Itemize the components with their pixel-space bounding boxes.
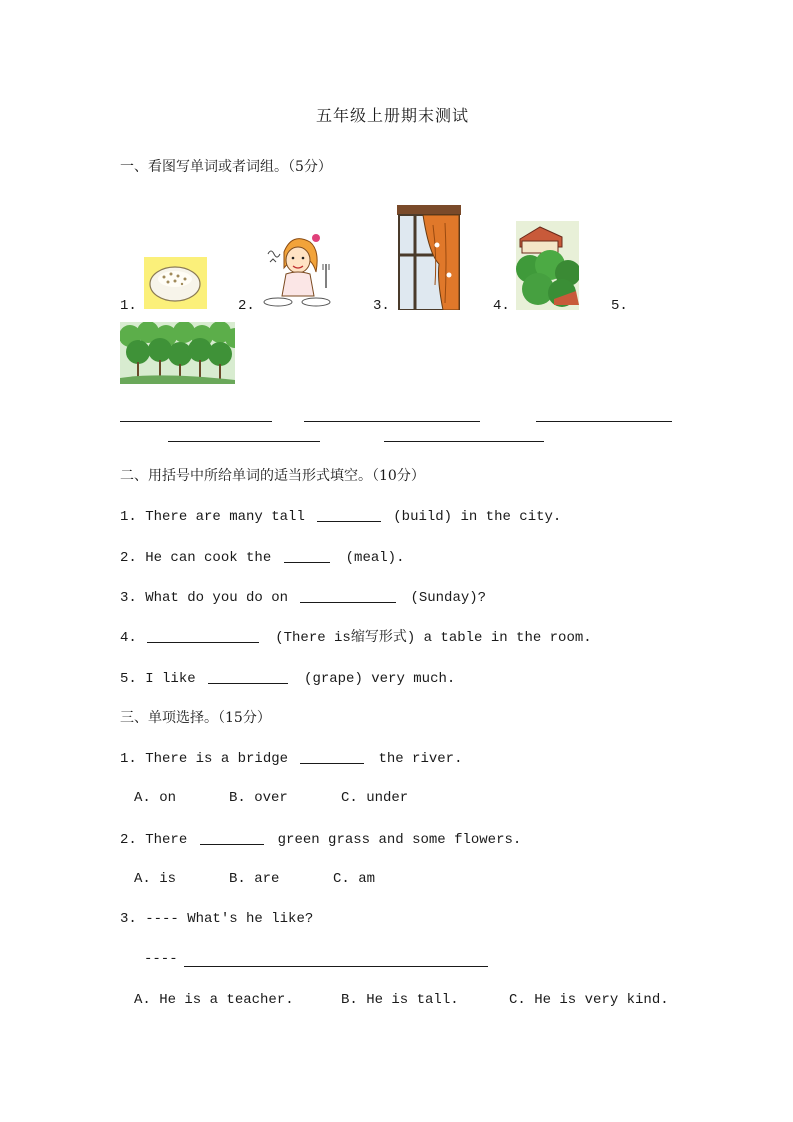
question-number: 3. (120, 911, 137, 927)
fill-question-4 (120, 628, 592, 647)
answer-line-3[interactable] (536, 421, 672, 422)
blank[interactable] (284, 548, 330, 563)
option-2a[interactable]: A. is (134, 871, 177, 887)
question-number: 3. (120, 590, 137, 606)
question-text-before: There (145, 832, 188, 848)
question-text-after: the river. (378, 751, 463, 767)
option-1a[interactable]: A. on (134, 790, 177, 806)
blank[interactable] (300, 588, 396, 603)
question-number: 1. (120, 751, 137, 767)
option-3b[interactable]: B. He is tall. (341, 992, 459, 1008)
choice-question-3 (120, 910, 313, 928)
answer-prefix: ---- (144, 951, 178, 967)
question-text-before: ---- What's he like? (145, 911, 314, 927)
question-text-after: (meal). (345, 550, 405, 566)
choice-question-1 (120, 749, 462, 768)
option-2b[interactable]: B. are (229, 871, 280, 887)
fill-question-1 (120, 507, 561, 526)
section-1-heading: 一、看图写单词或者词组。（5分） (120, 159, 332, 175)
question-text-before: There are many tall (145, 509, 305, 525)
picture-item-5-number: 5. (611, 298, 628, 314)
blank[interactable] (200, 830, 264, 845)
forest-picture (120, 322, 235, 384)
question-text-before: There is a bridge (145, 751, 289, 767)
answer-line-2[interactable] (304, 421, 480, 422)
option-2c[interactable]: C. am (333, 871, 376, 887)
page-title: 五年级上册期末测试 (316, 106, 470, 125)
blank[interactable] (317, 507, 381, 522)
choice-question-2 (120, 830, 521, 849)
question-text-after: (There is缩写形式) a table in the room. (275, 630, 592, 646)
question-text-before: What do you do on (145, 590, 289, 606)
picture-item-4-number: 4. (493, 298, 510, 314)
blank[interactable] (208, 669, 288, 684)
option-3a[interactable]: A. He is a teacher. (134, 992, 294, 1008)
question-text-after: (Sunday)? (410, 590, 487, 606)
question-number: 1. (120, 509, 137, 525)
question-number: 4. (120, 630, 137, 646)
option-1b[interactable]: B. over (229, 790, 288, 806)
window-curtain-picture (397, 205, 461, 310)
fill-question-2 (120, 548, 404, 567)
answer-line-1[interactable] (120, 421, 272, 422)
fill-question-3 (120, 588, 486, 607)
option-1c[interactable]: C. under (341, 790, 409, 806)
picture-item-2-number: 2. (238, 298, 255, 314)
section-3-heading: 三、单项选择。（15分） (120, 710, 271, 726)
question-number: 2. (120, 832, 137, 848)
girl-eating-picture (260, 230, 342, 312)
question-text-before: I like (145, 671, 196, 687)
answer-line-choice-3[interactable] (184, 966, 488, 967)
picture-item-1-number: 1. (120, 298, 137, 314)
question-text-before: He can cook the (145, 550, 272, 566)
question-number: 5. (120, 671, 137, 687)
question-text-after: (grape) very much. (304, 671, 456, 687)
option-3c[interactable]: C. He is very kind. (509, 992, 669, 1008)
question-text-after: (build) in the city. (393, 509, 562, 525)
bread-picture (144, 257, 207, 309)
fill-question-5 (120, 669, 455, 688)
house-behind-trees-picture (516, 221, 579, 310)
picture-item-3-number: 3. (373, 298, 390, 314)
question-number: 2. (120, 550, 137, 566)
blank[interactable] (300, 749, 364, 764)
answer-line-5[interactable] (384, 441, 544, 442)
question-text-after: green grass and some flowers. (277, 832, 522, 848)
blank[interactable] (147, 628, 259, 643)
answer-line-4[interactable] (168, 441, 320, 442)
section-2-heading: 二、用括号中所给单词的适当形式填空。（10分） (120, 468, 425, 484)
